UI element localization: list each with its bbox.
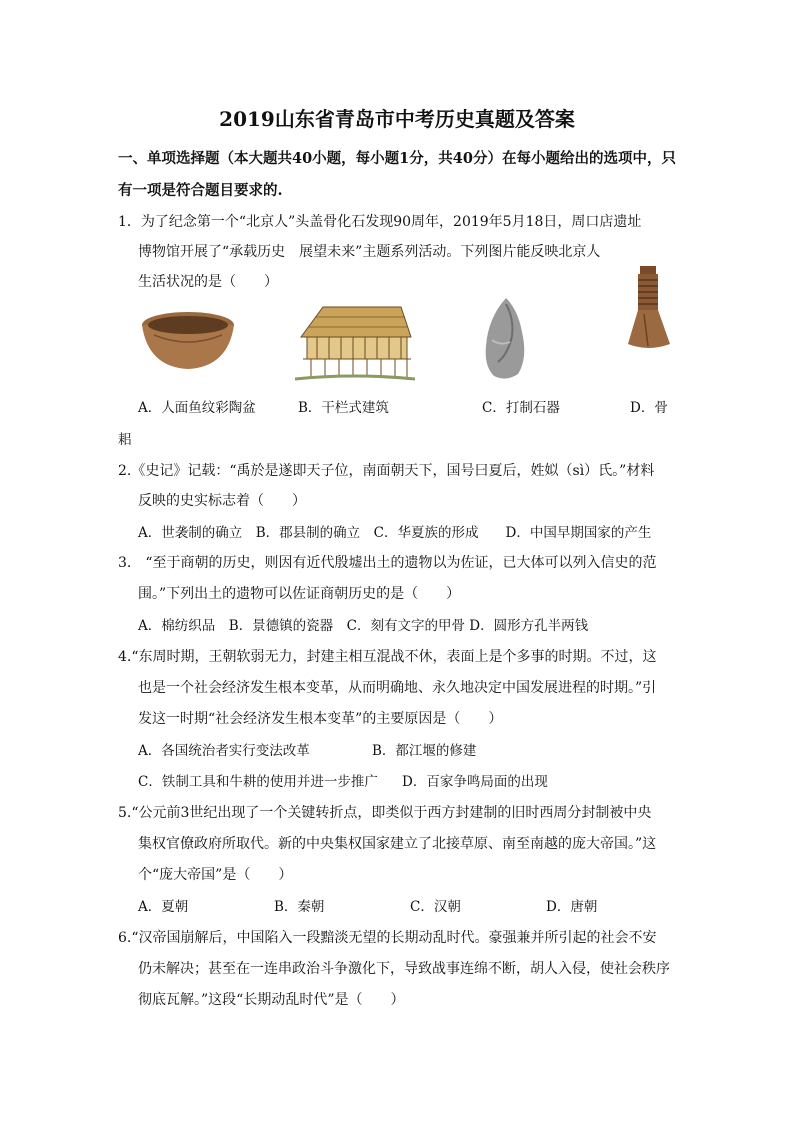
q1-option-d: D．骨 <box>630 400 668 416</box>
q5-stem-line1: 5.“公元前3世纪出现了一个关键转折点，即类似于西方封建制的旧时西周分封制被中央 <box>118 805 652 821</box>
q3-stem-line1: 3. “至于商朝的历史，则因有近代殷墟出土的遗物以为佐证，已大体可以列入信史的范 <box>118 555 657 571</box>
section-heading-line2: 有一项是符合题目要求的. <box>118 182 283 199</box>
painted-pottery-basin-image <box>140 305 236 375</box>
q1-option-b: B．干栏式建筑 <box>298 400 389 416</box>
q5-option-c: C．汉朝 <box>410 899 461 915</box>
q5-stem-line3: 个“庞大帝国”是（ ） <box>138 867 293 883</box>
q3-stem-line2: 围。”下列出土的遗物可以佐证商朝历史的是（ ） <box>138 586 461 602</box>
chipped-stone-tool-image <box>482 296 528 382</box>
q3-options: A．棉纺织品 B．景德镇的瓷器 C．刻有文字的甲骨 D．圆形方孔半两钱 <box>138 618 589 634</box>
q2-options: A．世袭制的确立 B．郡县制的确立 C．华夏族的形成 D．中国早期国家的产生 <box>138 525 652 541</box>
bone-spade-image <box>624 264 676 352</box>
q1-stem-line3: 生活状况的是（ ） <box>138 274 278 290</box>
q4-option-c: C．铁制工具和牛耕的使用并进一步推广 <box>138 774 378 790</box>
q1-stem-line1: 1．为了纪念第一个“北京人”头盖骨化石发现90周年，2019年5月18日，周口店遗址 <box>118 214 642 230</box>
q5-option-d: D．唐朝 <box>546 899 598 915</box>
q1-option-c: C．打制石器 <box>482 400 560 416</box>
q4-option-b: B．都江堰的修建 <box>372 743 477 759</box>
q1-stem-line2: 博物馆开展了“承载历史 展望未来”主题系列活动。下列图片能反映北京人 <box>138 244 601 260</box>
stilt-building-image <box>295 303 415 381</box>
q4-option-d: D．百家争鸣局面的出现 <box>402 774 548 790</box>
q6-stem-line2: 仍未解决；甚至在一连串政治斗争激化下，导致战事连绵不断，胡人入侵，使社会秩序 <box>138 961 670 977</box>
q5-stem-line2: 集权官僚政府所取代。新的中央集权国家建立了北接草原、南至南越的庞大帝国。”这 <box>138 836 657 852</box>
q2-stem-line2: 反映的史实标志着（ ） <box>138 493 306 509</box>
q4-stem-line1: 4.“东周时期，王朝软弱无力，封建主相互混战不休，表面上是个多事的时期。不过，这 <box>118 649 657 665</box>
section-heading-line1: 一、单项选择题（本大题共40小题，每小题1分，共40分）在每小题给出的选项中，只 <box>118 150 676 167</box>
q1-option-d-continued: 耜 <box>118 432 132 448</box>
q4-stem-line2: 也是一个社会经济发生根本变革，从而明确地、永久地决定中国发展进程的时期。”引 <box>138 680 657 696</box>
q4-stem-line3: 发这一时期“社会经济发生根本变革”的主要原因是（ ） <box>138 711 503 727</box>
page-title: 2019山东省青岛市中考历史真题及答案 <box>219 107 575 131</box>
q1-option-a: A．人面鱼纹彩陶盆 <box>138 400 256 416</box>
q6-stem-line3: 彻底瓦解。”这段“长期动乱时代”是（ ） <box>138 992 405 1008</box>
q6-stem-line1: 6.“汉帝国崩解后，中国陷入一段黯淡无望的长期动乱时代。豪强兼并所引起的社会不安 <box>118 930 657 946</box>
q5-option-b: B．秦朝 <box>274 899 325 915</box>
q4-option-a: A．各国统治者实行变法改革 <box>138 743 310 759</box>
q5-option-a: A．夏朝 <box>138 899 189 915</box>
q2-stem-line1: 2.《史记》记载：“禹於是遂即天子位，南面朝天下，国号曰夏后，姓姒（sì）氏。”材料 <box>118 463 655 479</box>
